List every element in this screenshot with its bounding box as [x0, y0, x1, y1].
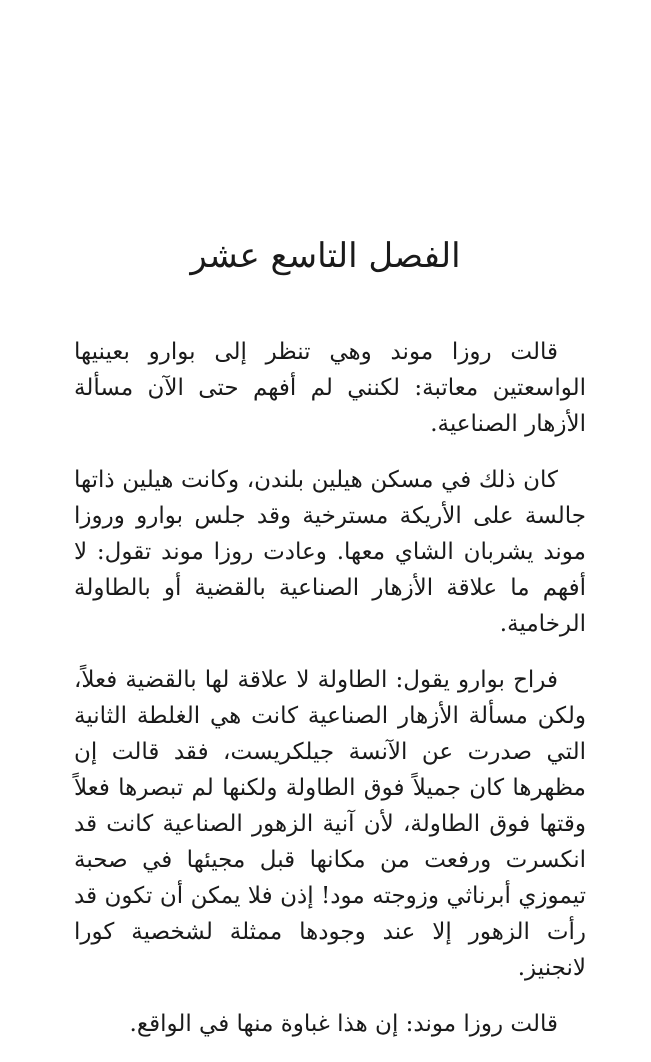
chapter-title: الفصل التاسع عشر	[190, 236, 461, 276]
paragraph: فراح بوارو يقول: الطاولة لا علاقة لها بالقضية فعلاً، ولكن مسألة الأزهار الصناعية كانت هي الغلطة الثانية التي صدرت عن الآنسة جيلكريست، فقد قالت إن مظهرها كان جميلاً فوق الطاولة ولكنها لم تبصرها فعلاً وقتها فوق الطاولة، لأن آنية الزهور الصناعية كانت قد انكسرت ورفعت من مكانها قبل مجيئها في صحبة تيموزي أبرناثي وزوجته مود! إذن فلا يمكن أن تكون قد رأت الزهور إلا عند وجودها ممثلة لشخصية كورا لانجنيز.	[74, 667, 586, 981]
chapter-body	[74, 334, 586, 1062]
paragraph: قالت روزا موند وهي تنظر إلى بوارو بعينيها الواسعتين معاتبة: لكنني لم أفهم حتى الآن مسألة الأزهار الصناعية.	[74, 339, 586, 437]
paragraph: كان ذلك في مسكن هيلين بلندن، وكانت هيلين ذاتها جالسة على الأريكة مسترخية وقد جلس بوارو وروزا موند يشربان الشاي معها. وعادت روزا موند تقول: لا أفهم ما علاقة الأزهار الصناعية بالقضية أو بالطاولة الرخامية.	[74, 467, 586, 637]
paragraph: قالت روزا موند: إن هذا غباوة منها في الواقع.	[129, 1011, 558, 1037]
